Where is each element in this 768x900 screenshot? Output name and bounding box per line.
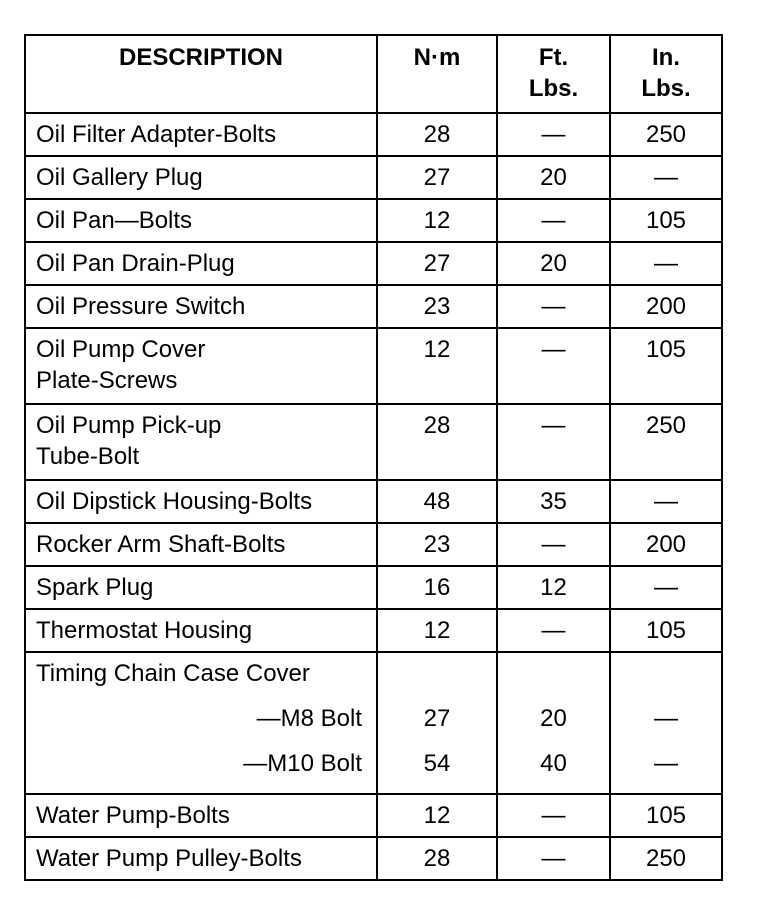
row-nm: 48 bbox=[377, 480, 497, 523]
description-line: Oil Dipstick Housing-Bolts bbox=[36, 488, 313, 515]
table-row bbox=[25, 566, 722, 609]
sub-value: 27 bbox=[423, 705, 451, 732]
row-description bbox=[25, 328, 377, 404]
sub-description-line: —M10 Bolt bbox=[243, 750, 362, 777]
row-in-lbs: — bbox=[610, 156, 722, 199]
header-in-lbs-line-1: In. bbox=[652, 44, 680, 71]
row-ft-lbs: — bbox=[497, 404, 610, 480]
row-description bbox=[25, 609, 377, 652]
description-line: Timing Chain Case Cover bbox=[36, 660, 310, 687]
row-description bbox=[25, 285, 377, 328]
description-line: Rocker Arm Shaft-Bolts bbox=[36, 531, 286, 558]
description-line: Oil Pump Cover bbox=[36, 336, 206, 363]
sub-value: — bbox=[654, 750, 678, 777]
row-description bbox=[25, 480, 377, 523]
table-row bbox=[25, 480, 722, 523]
row-description bbox=[25, 566, 377, 609]
header-description: DESCRIPTION bbox=[25, 35, 377, 113]
row-description bbox=[25, 199, 377, 242]
row-nm: 27 bbox=[377, 242, 497, 285]
row-ft-lbs: — bbox=[497, 523, 610, 566]
header-in-lbs bbox=[610, 35, 722, 113]
sub-value: 40 bbox=[540, 750, 567, 777]
row-description bbox=[25, 242, 377, 285]
row-ft-lbs: 12 bbox=[497, 566, 610, 609]
sub-description-line: —M8 Bolt bbox=[256, 705, 362, 732]
spacer-line bbox=[611, 658, 721, 703]
row-ft-lbs: — bbox=[497, 328, 610, 404]
row-nm: 12 bbox=[377, 609, 497, 652]
description-line: Water Pump Pulley-Bolts bbox=[36, 845, 302, 872]
description-line: Water Pump-Bolts bbox=[36, 802, 230, 829]
row-in-lbs: — bbox=[610, 566, 722, 609]
row-in-lbs: — bbox=[610, 480, 722, 523]
row-in-lbs: 105 bbox=[610, 609, 722, 652]
table-row bbox=[25, 837, 722, 880]
row-in-lbs: — bbox=[610, 242, 722, 285]
table-row bbox=[25, 523, 722, 566]
row-in-lbs: 105 bbox=[610, 794, 722, 837]
row-ft-lbs: — bbox=[497, 837, 610, 880]
row-description bbox=[25, 523, 377, 566]
row-ft-lbs bbox=[497, 652, 610, 794]
row-ft-lbs: — bbox=[497, 285, 610, 328]
row-nm: 27 bbox=[377, 156, 497, 199]
row-in-lbs: 200 bbox=[610, 285, 722, 328]
table-row bbox=[25, 404, 722, 480]
table-row bbox=[25, 285, 722, 328]
row-ft-lbs: — bbox=[497, 609, 610, 652]
header-ft-lbs bbox=[497, 35, 610, 113]
row-ft-lbs: — bbox=[497, 113, 610, 156]
row-nm: 23 bbox=[377, 285, 497, 328]
description-line: Oil Pump Pick-up bbox=[36, 412, 222, 439]
row-in-lbs bbox=[610, 652, 722, 794]
spacer-line bbox=[378, 658, 496, 703]
row-nm: 28 bbox=[377, 113, 497, 156]
header-ft-lbs-line-1: Ft. bbox=[538, 44, 569, 71]
row-nm: 12 bbox=[377, 794, 497, 837]
row-ft-lbs: — bbox=[497, 794, 610, 837]
row-in-lbs: 250 bbox=[610, 113, 722, 156]
description-line: Oil Pan—Bolts bbox=[36, 207, 193, 234]
row-description bbox=[25, 113, 377, 156]
row-in-lbs: 250 bbox=[610, 837, 722, 880]
row-in-lbs: 200 bbox=[610, 523, 722, 566]
description-line: Plate-Screws bbox=[36, 367, 178, 394]
row-in-lbs: 105 bbox=[610, 199, 722, 242]
sub-value: 54 bbox=[423, 750, 451, 777]
description-line: Thermostat Housing bbox=[36, 617, 253, 644]
spacer-line bbox=[498, 658, 609, 703]
table-row bbox=[25, 199, 722, 242]
description-line: Oil Pressure Switch bbox=[36, 293, 246, 320]
row-in-lbs: 250 bbox=[610, 404, 722, 480]
description-line: Oil Gallery Plug bbox=[36, 164, 203, 191]
row-description bbox=[25, 837, 377, 880]
row-nm: 23 bbox=[377, 523, 497, 566]
row-nm: 28 bbox=[377, 837, 497, 880]
row-description bbox=[25, 794, 377, 837]
table-row bbox=[25, 113, 722, 156]
description-line: Oil Filter Adapter-Bolts bbox=[36, 121, 277, 148]
header-ft-lbs-line-2: Lbs. bbox=[528, 75, 579, 102]
row-ft-lbs: 35 bbox=[497, 480, 610, 523]
row-nm: 16 bbox=[377, 566, 497, 609]
row-nm bbox=[377, 652, 497, 794]
row-ft-lbs: 20 bbox=[497, 242, 610, 285]
row-ft-lbs: — bbox=[497, 199, 610, 242]
row-nm: 28 bbox=[377, 404, 497, 480]
table-row-timing-chain bbox=[25, 652, 722, 794]
description-line: Tube-Bolt bbox=[36, 443, 140, 470]
description-line: Oil Pan Drain-Plug bbox=[36, 250, 235, 277]
sub-value: — bbox=[654, 705, 678, 732]
header-row bbox=[25, 35, 722, 113]
row-description bbox=[25, 404, 377, 480]
row-in-lbs: 105 bbox=[610, 328, 722, 404]
row-ft-lbs: 20 bbox=[497, 156, 610, 199]
table-row bbox=[25, 609, 722, 652]
description-line: Spark Plug bbox=[36, 574, 154, 601]
row-description bbox=[25, 652, 377, 794]
table-row bbox=[25, 328, 722, 404]
row-description bbox=[25, 156, 377, 199]
table-row bbox=[25, 156, 722, 199]
row-nm: 12 bbox=[377, 328, 497, 404]
row-nm: 12 bbox=[377, 199, 497, 242]
header-nm: N·m bbox=[377, 35, 497, 113]
table-body bbox=[25, 113, 722, 880]
table-row bbox=[25, 242, 722, 285]
sub-value: 20 bbox=[540, 705, 567, 732]
header-in-lbs-line-2: Lbs. bbox=[641, 75, 691, 102]
table-row bbox=[25, 794, 722, 837]
torque-spec-table bbox=[24, 34, 723, 881]
